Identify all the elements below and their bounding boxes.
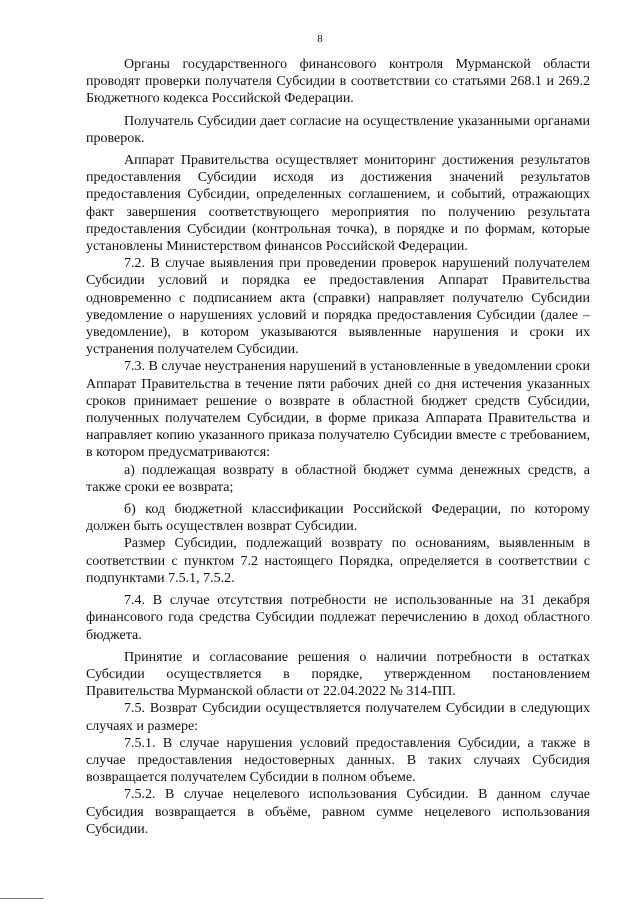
paragraph-7-2: 7.2. В случае выявления при проведении проверок нарушений получателем Субсидии условий и порядка ее предоставления Аппарат Правительства одновременно с подписанием акта (справки) направляет получателю Субсидии уведомление о нарушениях условий и порядка предоставления Субсидии (далее – уведомление), в котором указываются выявленные нарушения и сроки их устранения получателем Субсидии. [86,256,590,358]
document-body [86,56,590,838]
paragraph-7-5-2: 7.5.2. В случае нецелевого использования Субсидии. В данном случае Субсидия возвращается в объёме, равном сумме нецелевого использования Субсидии. [86,787,590,837]
paragraph-7-3: 7.3. В случае неустранения нарушений в установленные в уведомлении сроки Аппарат Правительства в течение пяти рабочих дней со дня истечения указанных сроков принимает решение о возврате в областной бюджет средств Субсидии, полученных получателем Субсидии, в форме приказа Аппарата Правительства и направляет копию указанного приказа получателю Субсидии вместе с требованием, в котором предусматриваются: [86,359,590,461]
paragraph-item-b: б) код бюджетной классификации Российской Федерации, по которому должен быть осуществлен возврат Субсидии. [86,502,590,535]
paragraph-7-4: 7.4. В случае отсутствия потребности не использованные на 31 декабря финансового года средства Субсидии подлежат перечислению в доход областного бюджета. [86,593,590,643]
paragraph-7-5: 7.5. Возврат Субсидии осуществляется получателем Субсидии в следующих случаях и размере: [86,701,590,734]
scan-edge-line [0,898,44,899]
paragraph-7-5-1: 7.5.1. В случае нарушения условий предоставления Субсидии, а также в случае предоставления недостоверных данных. В таких случаях Субсидия возвращается получателем Субсидии в полном объеме. [86,735,590,786]
paragraph-monitoring: Аппарат Правительства осуществляет мониторинг достижения результатов предоставления Субсидии исходя из достижения значений результатов предоставления Субсидии, определенных соглашением, и событий, отражающих факт завершения соответствующего мероприятия по получению результата предоставления Субсидии (контрольная точка), в порядке и по формам, которые установлены Министерством финансов Российской Федерации. [86,153,590,255]
paragraph-refund-size: Размер Субсидии, подлежащий возврату по основаниям, выявленным в соответствии с пунктом 7.2 настоящего Порядка, определяется в соответствии с подпунктами 7.5.1, 7.5.2. [86,536,590,586]
page-number: 8 [317,33,323,45]
paragraph-remaining-decision: Принятие и согласование решения о наличии потребности в остатках Субсидии осуществляется в порядке, утвержденном постановлением Правительства Мурманской области от 22.04.2022 № 314-ПП. [86,649,590,700]
paragraph-item-a: а) подлежащая возврату в областной бюджет сумма денежных средств, а также сроки ее возврата; [86,462,590,495]
paragraph-consent: Получатель Субсидии дает согласие на осуществление указанными органами проверок. [86,113,590,146]
paragraph-control-bodies: Органы государственного финансового контроля Мурманской области проводят проверки получателя Субсидии в соответствии со статьями 268.1 и 269.2 Бюджетного кодекса Российской Федерации. [86,57,590,107]
